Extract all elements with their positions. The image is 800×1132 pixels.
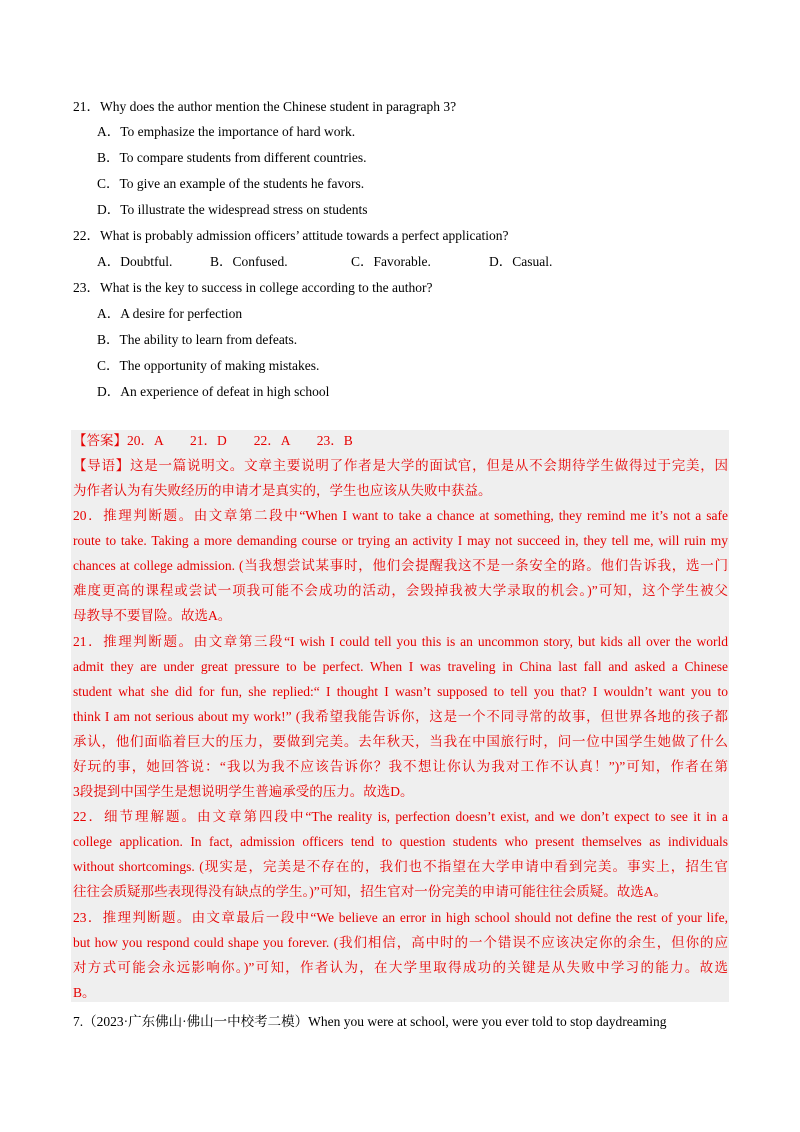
option-text: C．The opportunity of making mistakes. <box>97 358 320 373</box>
explanation-line: 对方式可能会永远影响你。)”可知，作者认为，在大学里取得成功的关键是从失败中学习的能力。故选 <box>73 960 728 975</box>
option-text: D．Casual. <box>489 254 553 269</box>
explanation-line: 【导语】这是一篇说明文。文章主要说明了作者是大学的面试官，但是从不会期待学生做得过于完美，因 <box>73 458 728 473</box>
option-text: A．A desire for perfection <box>97 306 243 321</box>
explanation-line: student what she did for fun, she replied:“ I thought I wasn’t supposed to tell you that? I wouldn’t want you to <box>73 684 728 699</box>
question-stem: 23．What is the key to success in college according to the author? <box>73 280 433 295</box>
explanation-line: 难度更高的课程或尝试一项我可能不会成功的活动，会毁掉我被大学录取的机会。)”可知，这个学生被父 <box>73 583 728 598</box>
explanation-line: chances at college admission. (当我想尝试某事时，他们会提醒我这不是一条安全的路。他们告诉我，选一门 <box>73 558 728 573</box>
explanation-line: 承认，他们面临着巨大的压力，要做到完美。去年秋天，当我在中国旅行时，问一位中国学生她做了什么 <box>73 734 728 749</box>
explanation-line: 往往会质疑那些表现得没有缺点的学生。)”可知，招生官对一份完美的申请可能往往会质疑。故选A。 <box>73 884 667 899</box>
explanation-line: college application. In fact, admission officers tend to question students who present themselves as individuals <box>73 834 728 849</box>
explanation-line: think I am not serious about my work!” (我希望我能告诉你，这是一个不同寻常的故事，但世界各地的孩子都 <box>73 709 728 724</box>
explanation-line: 22．细节理解题。由文章第四段中“The reality is, perfection doesn’t exist, and we don’t expect to see it in a <box>73 809 728 824</box>
question-stem: 21．Why does the author mention the Chinese student in paragraph 3? <box>73 99 457 114</box>
explanation-line: 21．推理判断题。由文章第三段“I wish I could tell you this is an uncommon story, but kids all over the world <box>73 634 728 649</box>
answer-key-line: 【答案】20．A 21．D 22．A 23．B <box>73 433 353 448</box>
explanation-line: 3段提到中国学生是想说明学生普遍承受的压力。故选D。 <box>73 784 414 799</box>
explanation-line: route to take. Taking a more demanding course or trying an activity I may not succeed in, they tell me, will ruin my <box>73 533 728 548</box>
option-text: B．The ability to learn from defeats. <box>97 332 298 347</box>
option-text: D．An experience of defeat in high school <box>97 384 330 399</box>
explanation-line: 20．推理判断题。由文章第二段中“When I want to take a chance at something, they remind me it’s not a safe <box>73 508 728 523</box>
explanation-line: without shortcomings. (现实是，完美是不存在的，我们也不指望在大学申请中看到完美。事实上，招生官 <box>73 859 728 874</box>
explanation-line: 母教导不要冒险。故选A。 <box>73 608 232 623</box>
option-text: D．To illustrate the widespread stress on students <box>97 202 368 217</box>
explanation-line: B。 <box>73 985 96 1000</box>
option-text: C．Favorable. <box>351 254 431 269</box>
explanation-line: 为作者认为有失败经历的申请才是真实的，学生也应该从失败中获益。 <box>73 483 492 498</box>
explanation-line: 好玩的事，她回答说：“我以为我不应该告诉你？我不想让你认为我对工作不认真！”)”可知，作者在第 <box>73 759 728 774</box>
option-text: B．Confused. <box>210 254 288 269</box>
next-question-intro: 7.（2023·广东佛山·佛山一中校考二模）When you were at school, were you ever told to stop daydreaming <box>73 1014 667 1029</box>
option-text: A．Doubtful. <box>97 254 173 269</box>
option-text: A．To emphasize the importance of hard work. <box>97 124 356 139</box>
explanation-line: 23．推理判断题。由文章最后一段中“We believe an error in high school should not define the rest of your life, <box>73 910 728 925</box>
option-text: C．To give an example of the students he favors. <box>97 176 365 191</box>
explanation-line: admit they are under great pressure to be perfect. When I was traveling in China last fall and asked a Chinese <box>73 659 728 674</box>
explanation-line: but how you respond could shape you forever. (我们相信，高中时的一个错误不应该决定你的余生，但你的应 <box>73 935 728 950</box>
question-stem: 22．What is probably admission officers’ attitude towards a perfect application? <box>73 228 509 243</box>
option-text: B．To compare students from different countries. <box>97 150 367 165</box>
